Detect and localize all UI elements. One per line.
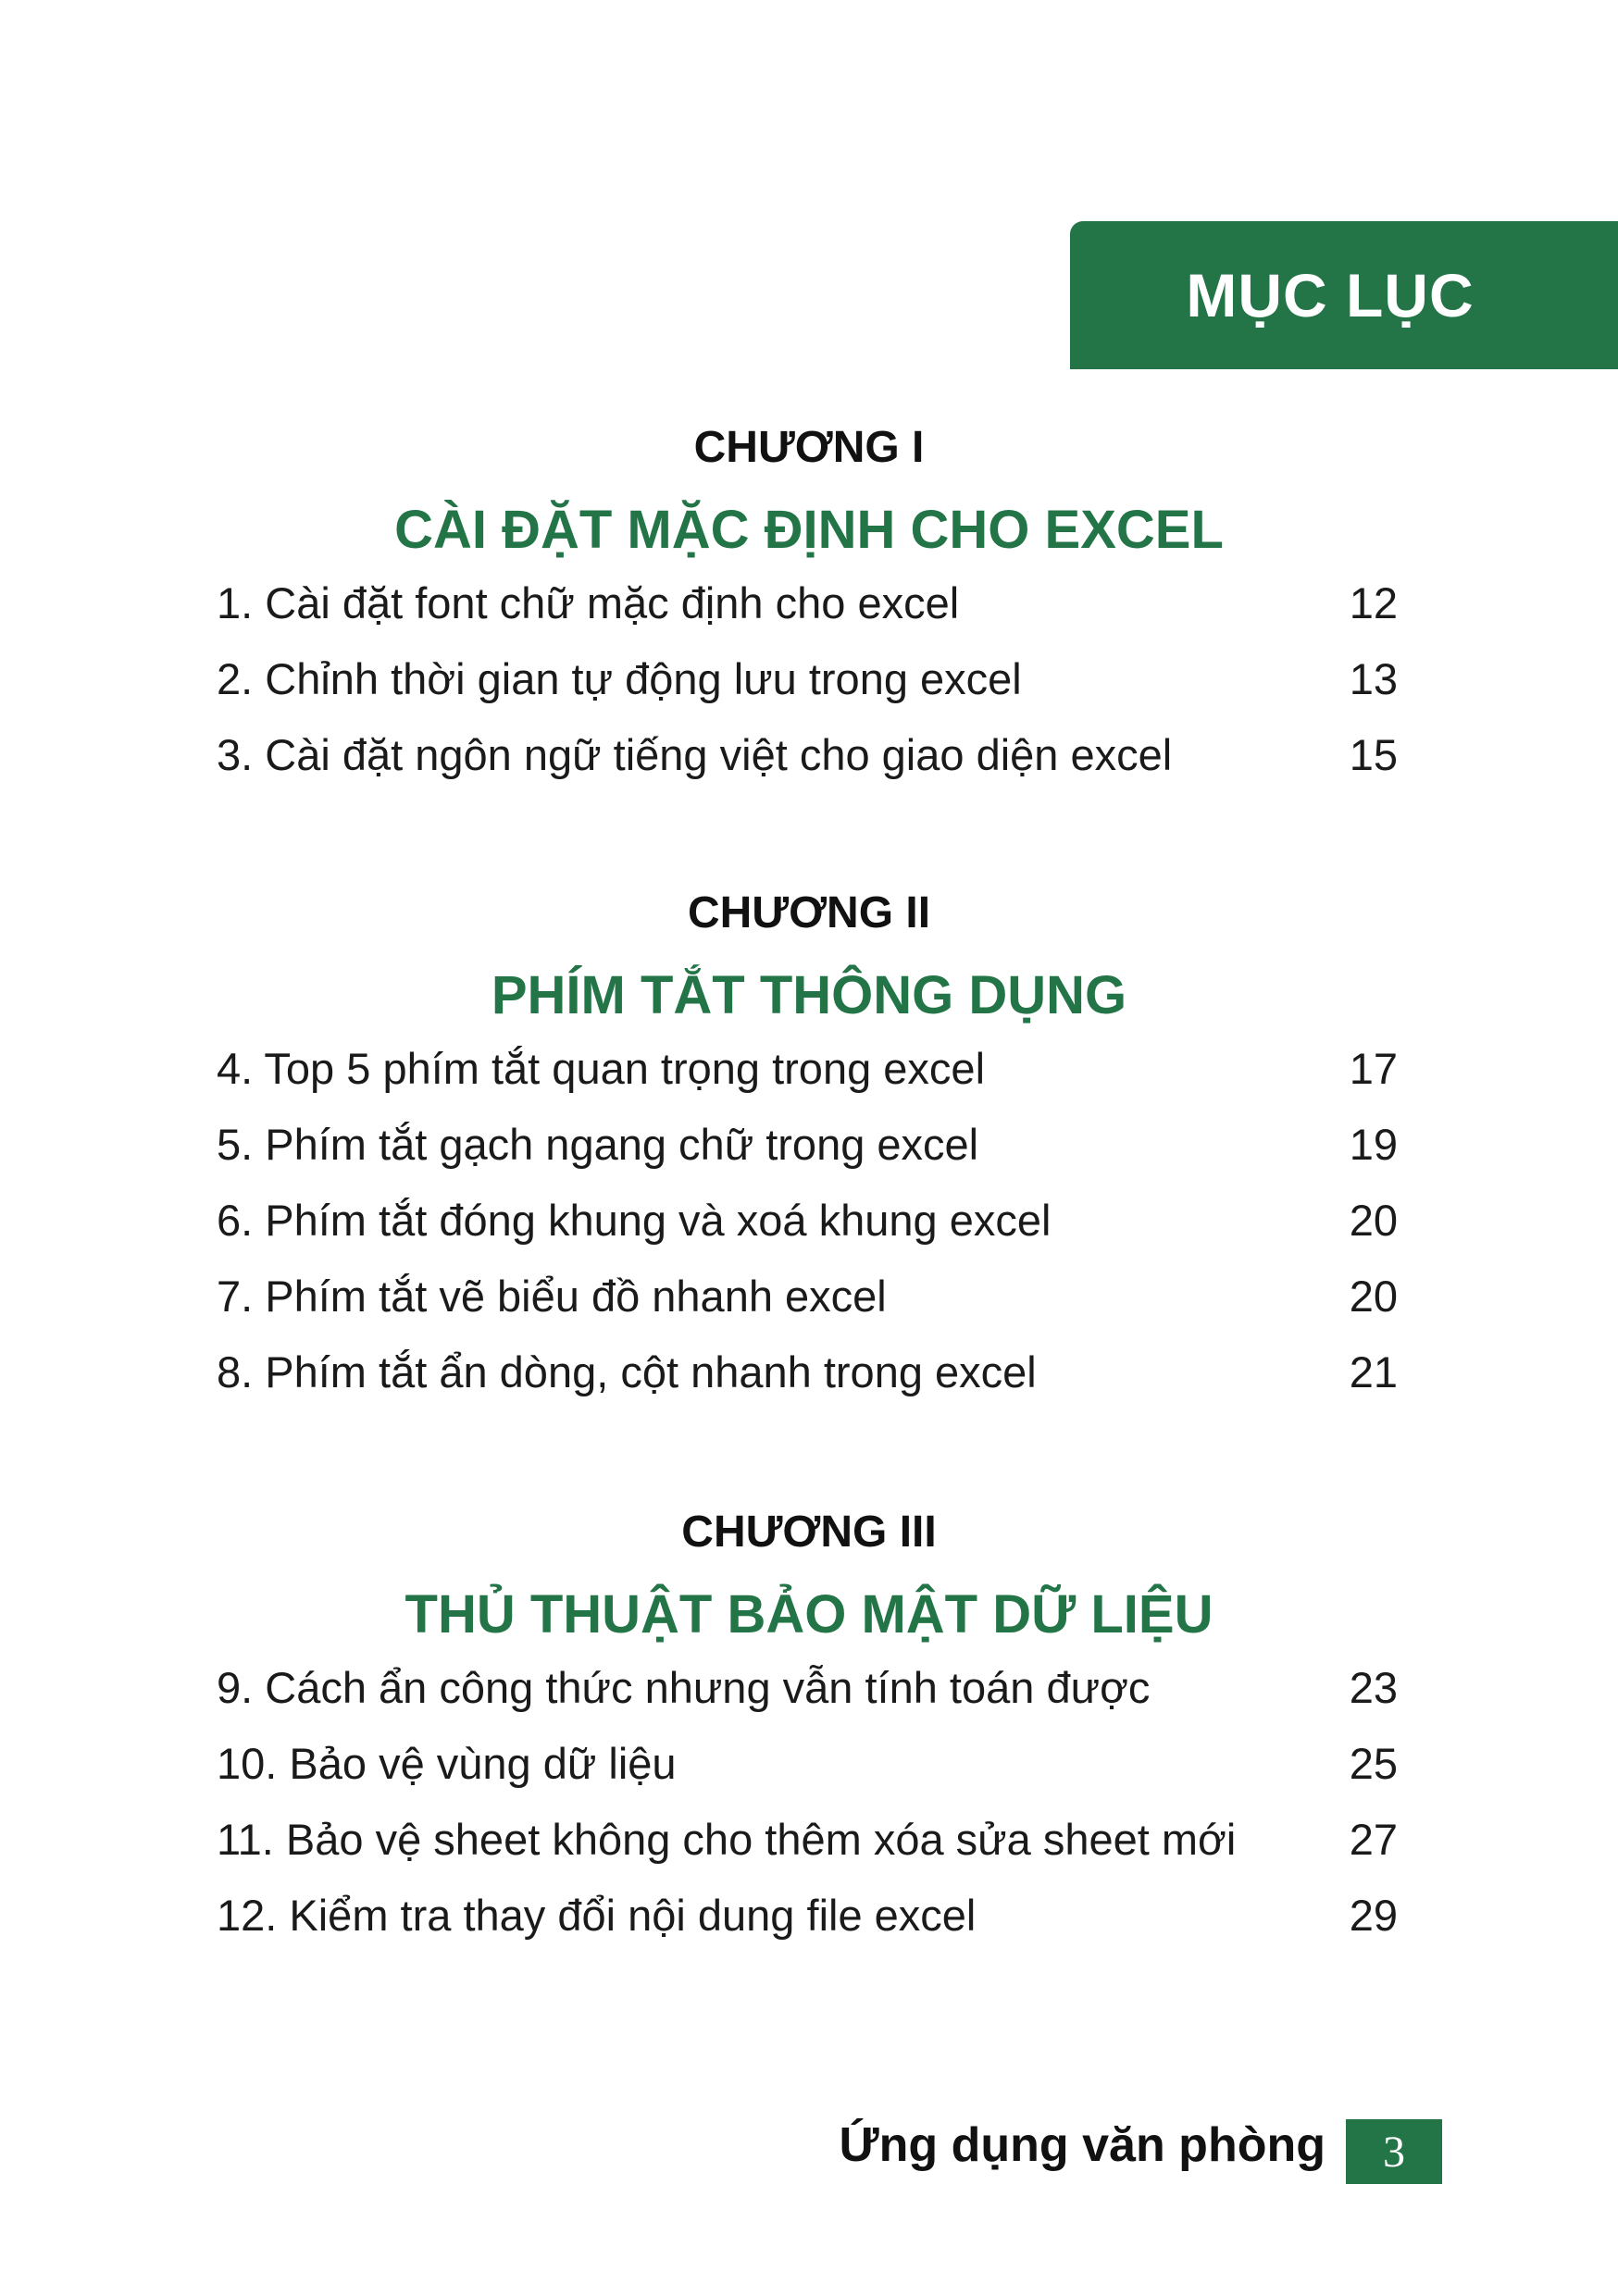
toc-entry-page: 15 [1349,730,1398,779]
chapter-2-toc-list [217,1044,1398,1426]
toc-entry[interactable] [217,1893,1398,1969]
toc-entry[interactable] [217,1044,1398,1123]
toc-entry-page: 21 [1349,1347,1398,1396]
chapter-title: CÀI ĐẶT MẶC ĐỊNH CHO EXCEL [394,500,1224,560]
toc-entry-title: 9. Cách ẩn công thức nhưng vẫn tính toán được [217,1663,1151,1712]
toc-entry-title: 5. Phím tắt gạch ngang chữ trong excel [217,1120,979,1169]
toc-entry[interactable] [217,1815,1398,1893]
toc-entry-title: 10. Bảo vệ vùng dữ liệu [217,1739,677,1788]
toc-entry[interactable] [217,1198,1398,1274]
chapter-heading-1 [0,423,1618,560]
toc-header-tab [1070,221,1618,369]
toc-entry-title: 2. Chỉnh thời gian tự động lưu trong excel [217,654,1022,703]
toc-entry-title: 1. Cài đặt font chữ mặc định cho excel [217,578,960,627]
toc-entry[interactable] [217,654,1398,733]
toc-entry[interactable] [217,730,1398,809]
toc-entry[interactable] [217,1347,1398,1426]
page-number-box [1346,2119,1442,2184]
chapter-heading-3 [0,1510,1618,1642]
toc-entry[interactable] [217,1739,1398,1818]
chapter-label: CHƯƠNG I [693,423,925,472]
toc-entry-title: 6. Phím tắt đóng khung và xoá khung excel [217,1196,1052,1245]
toc-entry[interactable] [217,578,1398,657]
toc-entry-title: 3. Cài đặt ngôn ngữ tiếng việt cho giao diện excel [217,730,1173,779]
toc-entry-page: 23 [1349,1663,1398,1712]
toc-entry-title: 11. Bảo vệ sheet không cho thêm xóa sửa sheet mới [217,1815,1237,1864]
chapter-1-toc-list [217,578,1398,809]
toc-entry-page: 20 [1349,1196,1398,1245]
page-number: 3 [1383,2127,1405,2177]
toc-entry-page: 17 [1349,1044,1398,1093]
toc-entry-page: 12 [1349,578,1398,627]
toc-header-title: MỤC LỤC [1186,261,1475,329]
toc-entry[interactable] [217,1663,1398,1742]
toc-entry-page: 27 [1349,1815,1398,1864]
chapter-3-toc-list [217,1663,1398,1969]
footer-book-title: Ứng dụng văn phòng [839,2118,1326,2172]
toc-entry-title: 7. Phím tắt vẽ biểu đồ nhanh excel [217,1272,887,1321]
toc-entry-title: 4. Top 5 phím tắt quan trọng trong excel [217,1044,986,1093]
chapter-title: THỦ THUẬT BẢO MẬT DỮ LIỆU [404,1584,1214,1644]
toc-entry-page: 20 [1349,1272,1398,1321]
toc-entry-title: 12. Kiểm tra thay đổi nội dung file excel [217,1891,977,1940]
chapter-label: CHƯƠNG III [681,1508,937,1557]
toc-entry-page: 13 [1349,654,1398,703]
chapter-label: CHƯƠNG II [687,888,931,937]
toc-entry-page: 19 [1349,1120,1398,1169]
chapter-title: PHÍM TẮT THÔNG DỤNG [491,965,1127,1025]
toc-entry[interactable] [217,1120,1398,1198]
toc-entry-page: 29 [1349,1891,1398,1940]
chapter-heading-2 [0,888,1618,1025]
toc-entry-title: 8. Phím tắt ẩn dòng, cột nhanh trong excel [217,1347,1037,1396]
toc-entry-page: 25 [1349,1739,1398,1788]
toc-entry[interactable] [217,1274,1398,1350]
